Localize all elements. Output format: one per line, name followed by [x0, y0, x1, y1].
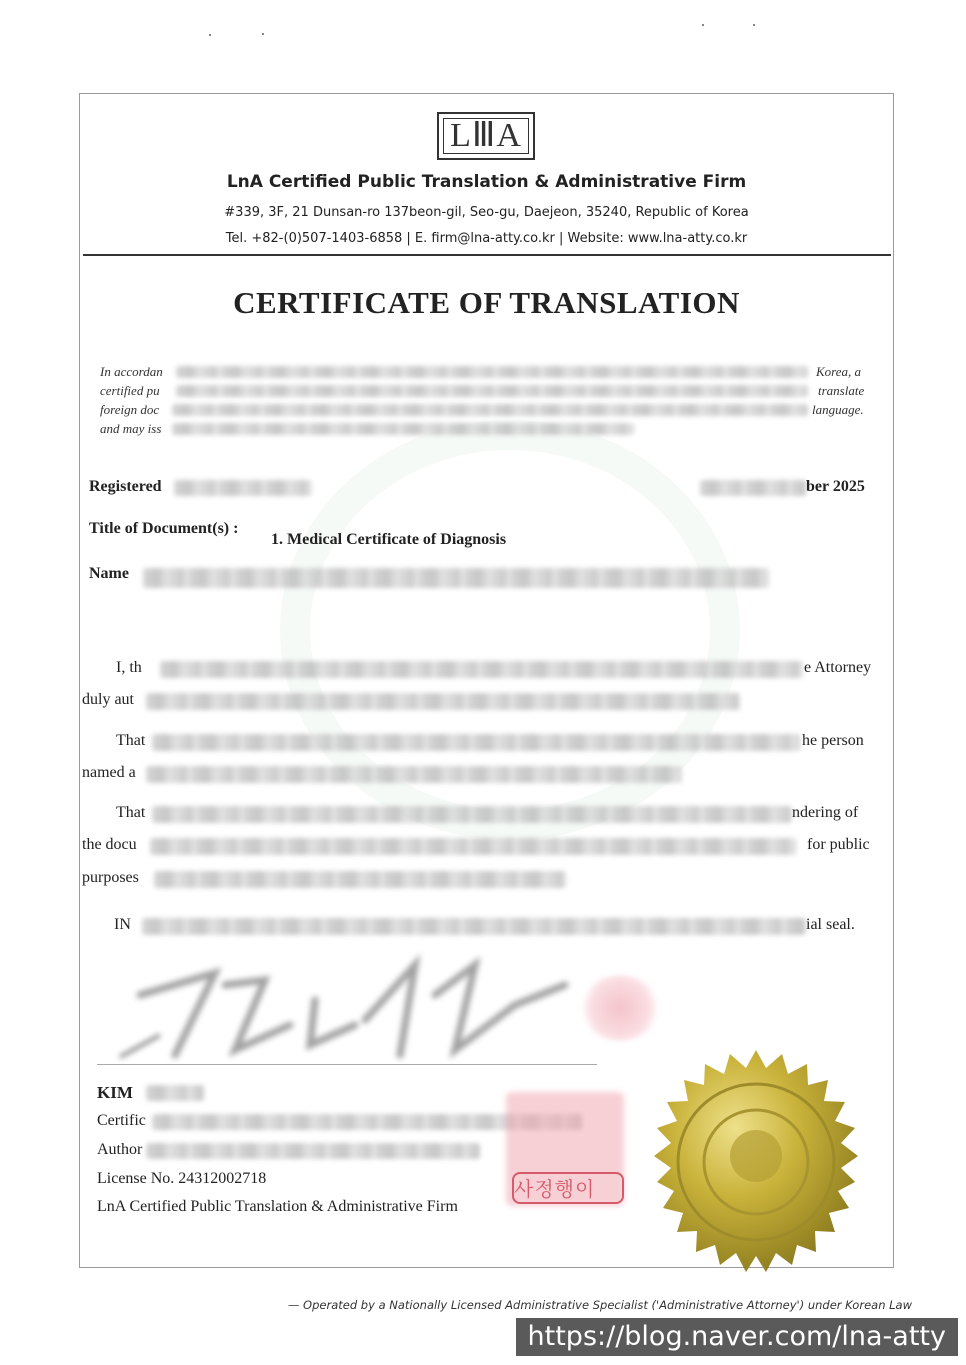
- firm-address: #339, 3F, 21 Dunsan-ro 137beon-gil, Seo-gu, Daejeon, 35240, Republic of Korea: [224, 205, 749, 220]
- signatory-line-2: Author: [97, 1141, 143, 1158]
- redacted-date: [700, 480, 806, 496]
- paragraph-3-line2-start: the docu: [82, 836, 137, 853]
- signatory-name: KIM: [97, 1083, 133, 1102]
- paragraph-3-line2-end: for public: [807, 836, 870, 853]
- footer-note: — Operated by a Nationally Licensed Administrative Specialist ('Administrative Attorney') under Korean Law: [287, 1298, 912, 1312]
- signature-mark: [115, 945, 595, 1065]
- scan-dust: [209, 34, 211, 36]
- redacted-text: [146, 693, 740, 710]
- redacted-text: [146, 1143, 480, 1159]
- paragraph-3-start: That: [116, 804, 146, 821]
- redacted-text: [146, 766, 682, 783]
- redacted-text: [160, 661, 803, 678]
- paragraph-4-start: IN: [114, 916, 131, 933]
- title-of-document-label: Title of Document(s) :: [89, 520, 239, 537]
- redacted-text: [150, 838, 796, 855]
- scan-dust: [702, 24, 704, 26]
- scan-dust: [753, 24, 755, 26]
- name-label: Name: [89, 565, 129, 582]
- personal-seal: [578, 975, 662, 1041]
- certificate-title: CERTIFICATE OF TRANSLATION: [233, 285, 740, 320]
- scan-dust: [262, 33, 264, 35]
- redacted-text: [152, 806, 792, 823]
- official-stamp: [506, 1092, 624, 1206]
- stamp-text: 사정행이: [514, 1177, 596, 1201]
- paragraph-4-end: ial seal.: [806, 916, 855, 933]
- intro-line-end: Korea, a: [816, 364, 862, 379]
- firm-name: LnA Certified Public Translation & Administrative Firm: [226, 172, 747, 192]
- signatory-firm: LnA Certified Public Translation & Administrative Firm: [97, 1198, 458, 1215]
- redacted-text: [172, 423, 634, 435]
- signatory-license: License No. 24312002718: [97, 1170, 267, 1187]
- intro-line-end: language.: [812, 402, 864, 417]
- logo-text: LⅢA: [450, 117, 522, 154]
- intro-line-start: In accordan: [100, 364, 163, 379]
- intro-line-start: certified pu: [100, 383, 160, 398]
- redacted-text: [176, 366, 808, 378]
- blog-url-watermark[interactable]: https://blog.naver.com/lna-atty: [516, 1318, 958, 1356]
- redacted-text: [154, 871, 566, 888]
- paragraph-1-line2: duly aut: [82, 691, 134, 708]
- redacted-text: [142, 918, 806, 935]
- registered-label: Registered: [89, 478, 162, 495]
- redacted-text: [146, 1085, 204, 1101]
- paragraph-3-line3: purposes: [82, 869, 139, 886]
- gold-seal-icon: [638, 1048, 874, 1280]
- firm-contact: Tel. +82-(0)507-1403-6858 | E. firm@lna-atty.co.kr | Website: www.lna-atty.co.kr: [225, 231, 748, 246]
- redacted-text: [152, 734, 800, 751]
- intro-line-end: translate: [818, 383, 865, 398]
- redacted-text: [176, 385, 808, 397]
- paragraph-2-line2: named a: [82, 764, 136, 781]
- paragraph-3-end: ndering of: [792, 804, 859, 821]
- paragraph-2-end: he person: [802, 732, 864, 749]
- document-item: 1. Medical Certificate of Diagnosis: [271, 531, 507, 548]
- letterhead-divider: [83, 254, 891, 256]
- signatory-line-1: Certific: [97, 1112, 146, 1129]
- paragraph-2-start: That: [116, 732, 146, 749]
- firm-logo: [437, 112, 535, 160]
- paragraph-1-end: e Attorney: [804, 659, 872, 676]
- date-text: ber 2025: [806, 478, 865, 495]
- redacted-registration-number: [174, 480, 312, 496]
- redacted-name: [143, 568, 769, 588]
- intro-line-start: and may iss: [100, 421, 162, 436]
- paragraph-1-start: I, th: [116, 659, 142, 676]
- intro-line-start: foreign doc: [100, 402, 160, 417]
- redacted-text: [172, 404, 808, 416]
- signature-line: [97, 1064, 597, 1065]
